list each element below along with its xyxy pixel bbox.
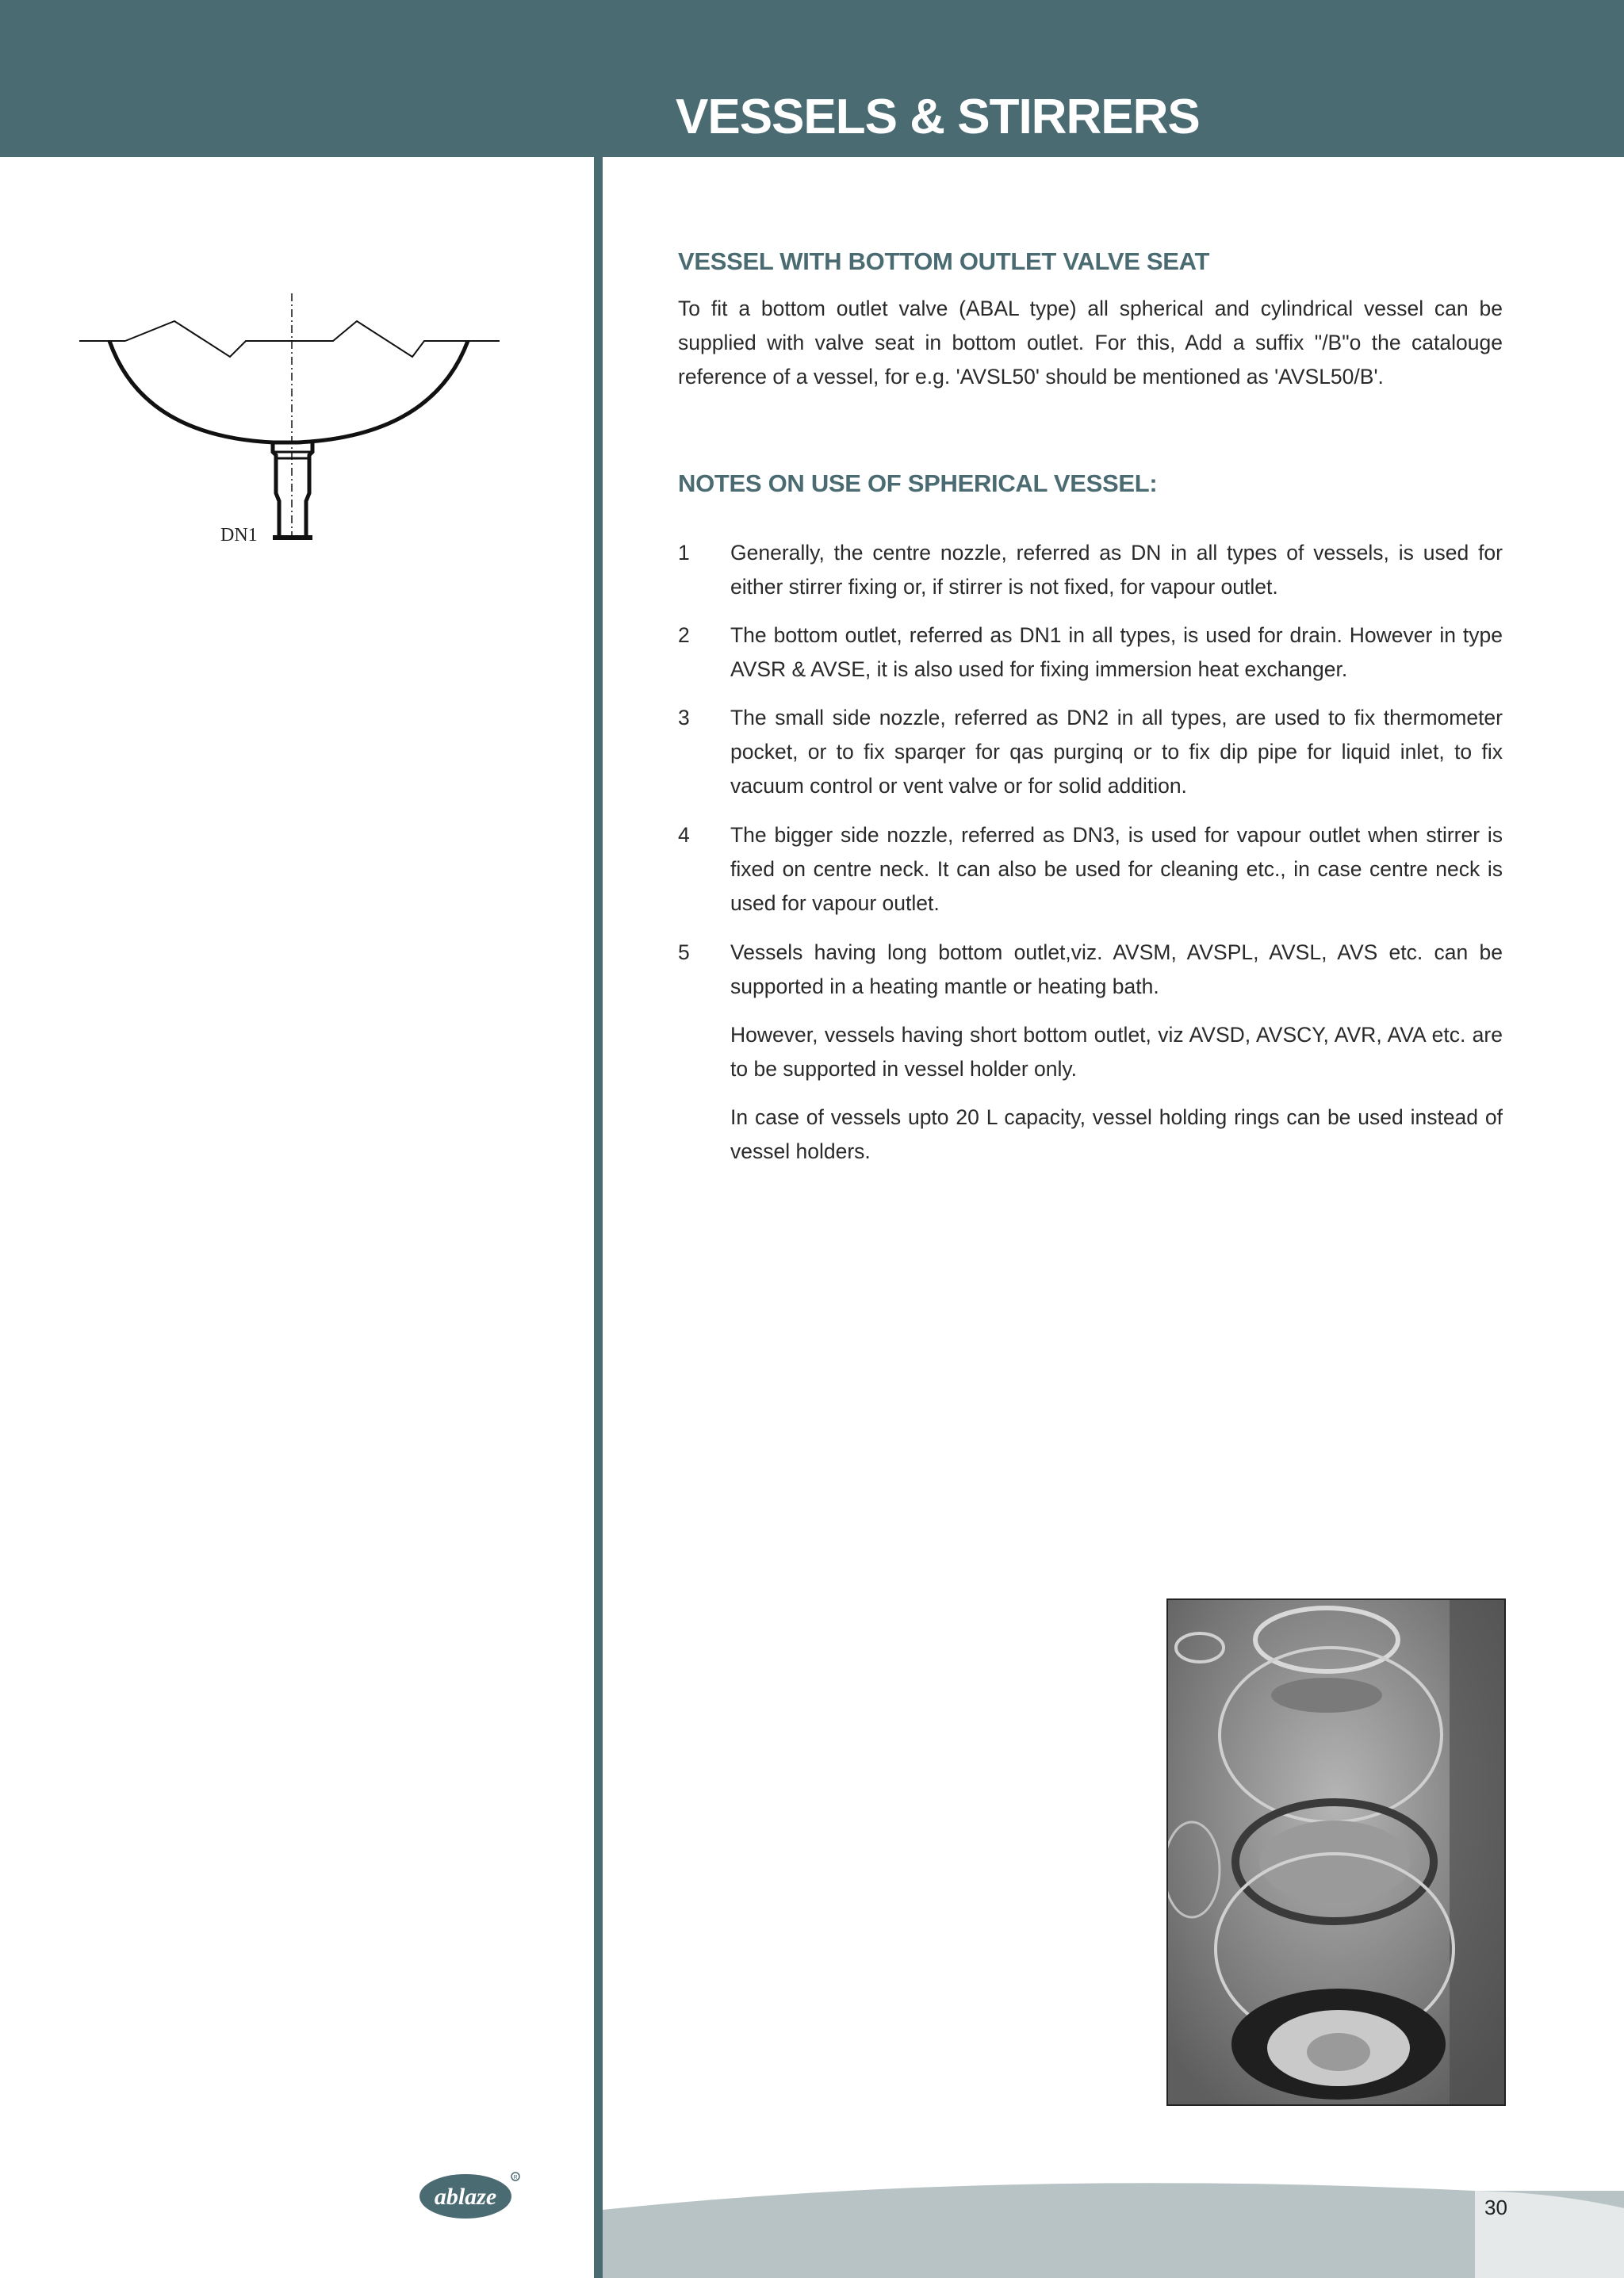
diagram-label-dn1: DN1 (220, 525, 258, 546)
note-text: The bottom outlet, referred as DN1 in all types, is used for drain. However in type AVSR & AVSE, it is also used for fixing immersion heat exchanger. (730, 623, 1503, 681)
section-heading-notes: NOTES ON USE OF SPHERICAL VESSEL: (678, 469, 1158, 497)
svg-text:R: R (513, 2175, 518, 2180)
page-title: VESSELS & STIRRERS (676, 90, 1200, 144)
column-divider (594, 157, 603, 2278)
note-text: In case of vessels upto 20 L capacity, vessel holding rings can be used instead of vessel holders. (730, 1105, 1503, 1163)
vessel-diagram (79, 285, 508, 555)
note-text: Vessels having long bottom outlet,viz. AVSM, AVSPL, AVSL, AVS etc. can be supported in a heating mantle or heating bath. (730, 940, 1503, 998)
footer-band (603, 2177, 1624, 2278)
note-number: 4 (678, 823, 690, 847)
section-heading-valve-seat: VESSEL WITH BOTTOM OUTLET VALVE SEAT (678, 247, 1210, 275)
note-text: However, vessels having short bottom outlet, viz AVSD, AVSCY, AVR, AVA etc. are to be supported in vessel holder only. (730, 1023, 1503, 1081)
svg-text:ablaze: ablaze (434, 2184, 497, 2210)
note-number: 5 (678, 940, 690, 964)
valve-seat-paragraph: To fit a bottom outlet valve (ABAL type) all spherical and cylindrical vessel can be supplied with valve seat in bottom outlet. For this, Add a suffix "/B"o the catalouge reference of a vessel, for e.g. 'AVSL50' should be mentioned as 'AVSL50/B'. (678, 297, 1503, 389)
page-number: 30 (1484, 2196, 1507, 2219)
note-text: Generally, the centre nozzle, referred as DN in all types of vessels, is used for either stirrer fixing or, if stirrer is not fixed, for vapour outlet. (730, 541, 1503, 599)
ablaze-logo (416, 2169, 559, 2224)
note-text: The small side nozzle, referred as DN2 in all types, are used to fix thermometer pocket, or to fix sparqer for qas purginq or to fix dip pipe for liquid inlet, to fix vacuum control or vent valve or for solid addition. (730, 706, 1503, 798)
note-number: 1 (678, 541, 690, 565)
note-number: 3 (678, 706, 690, 729)
vessel-photo (1166, 1598, 1506, 2106)
note-number: 2 (678, 623, 690, 647)
note-text: The bigger side nozzle, referred as DN3, is used for vapour outlet when stirrer is fixed on centre neck. It can also be used for cleaning etc., in case centre neck is used for vapour outlet. (730, 823, 1503, 915)
